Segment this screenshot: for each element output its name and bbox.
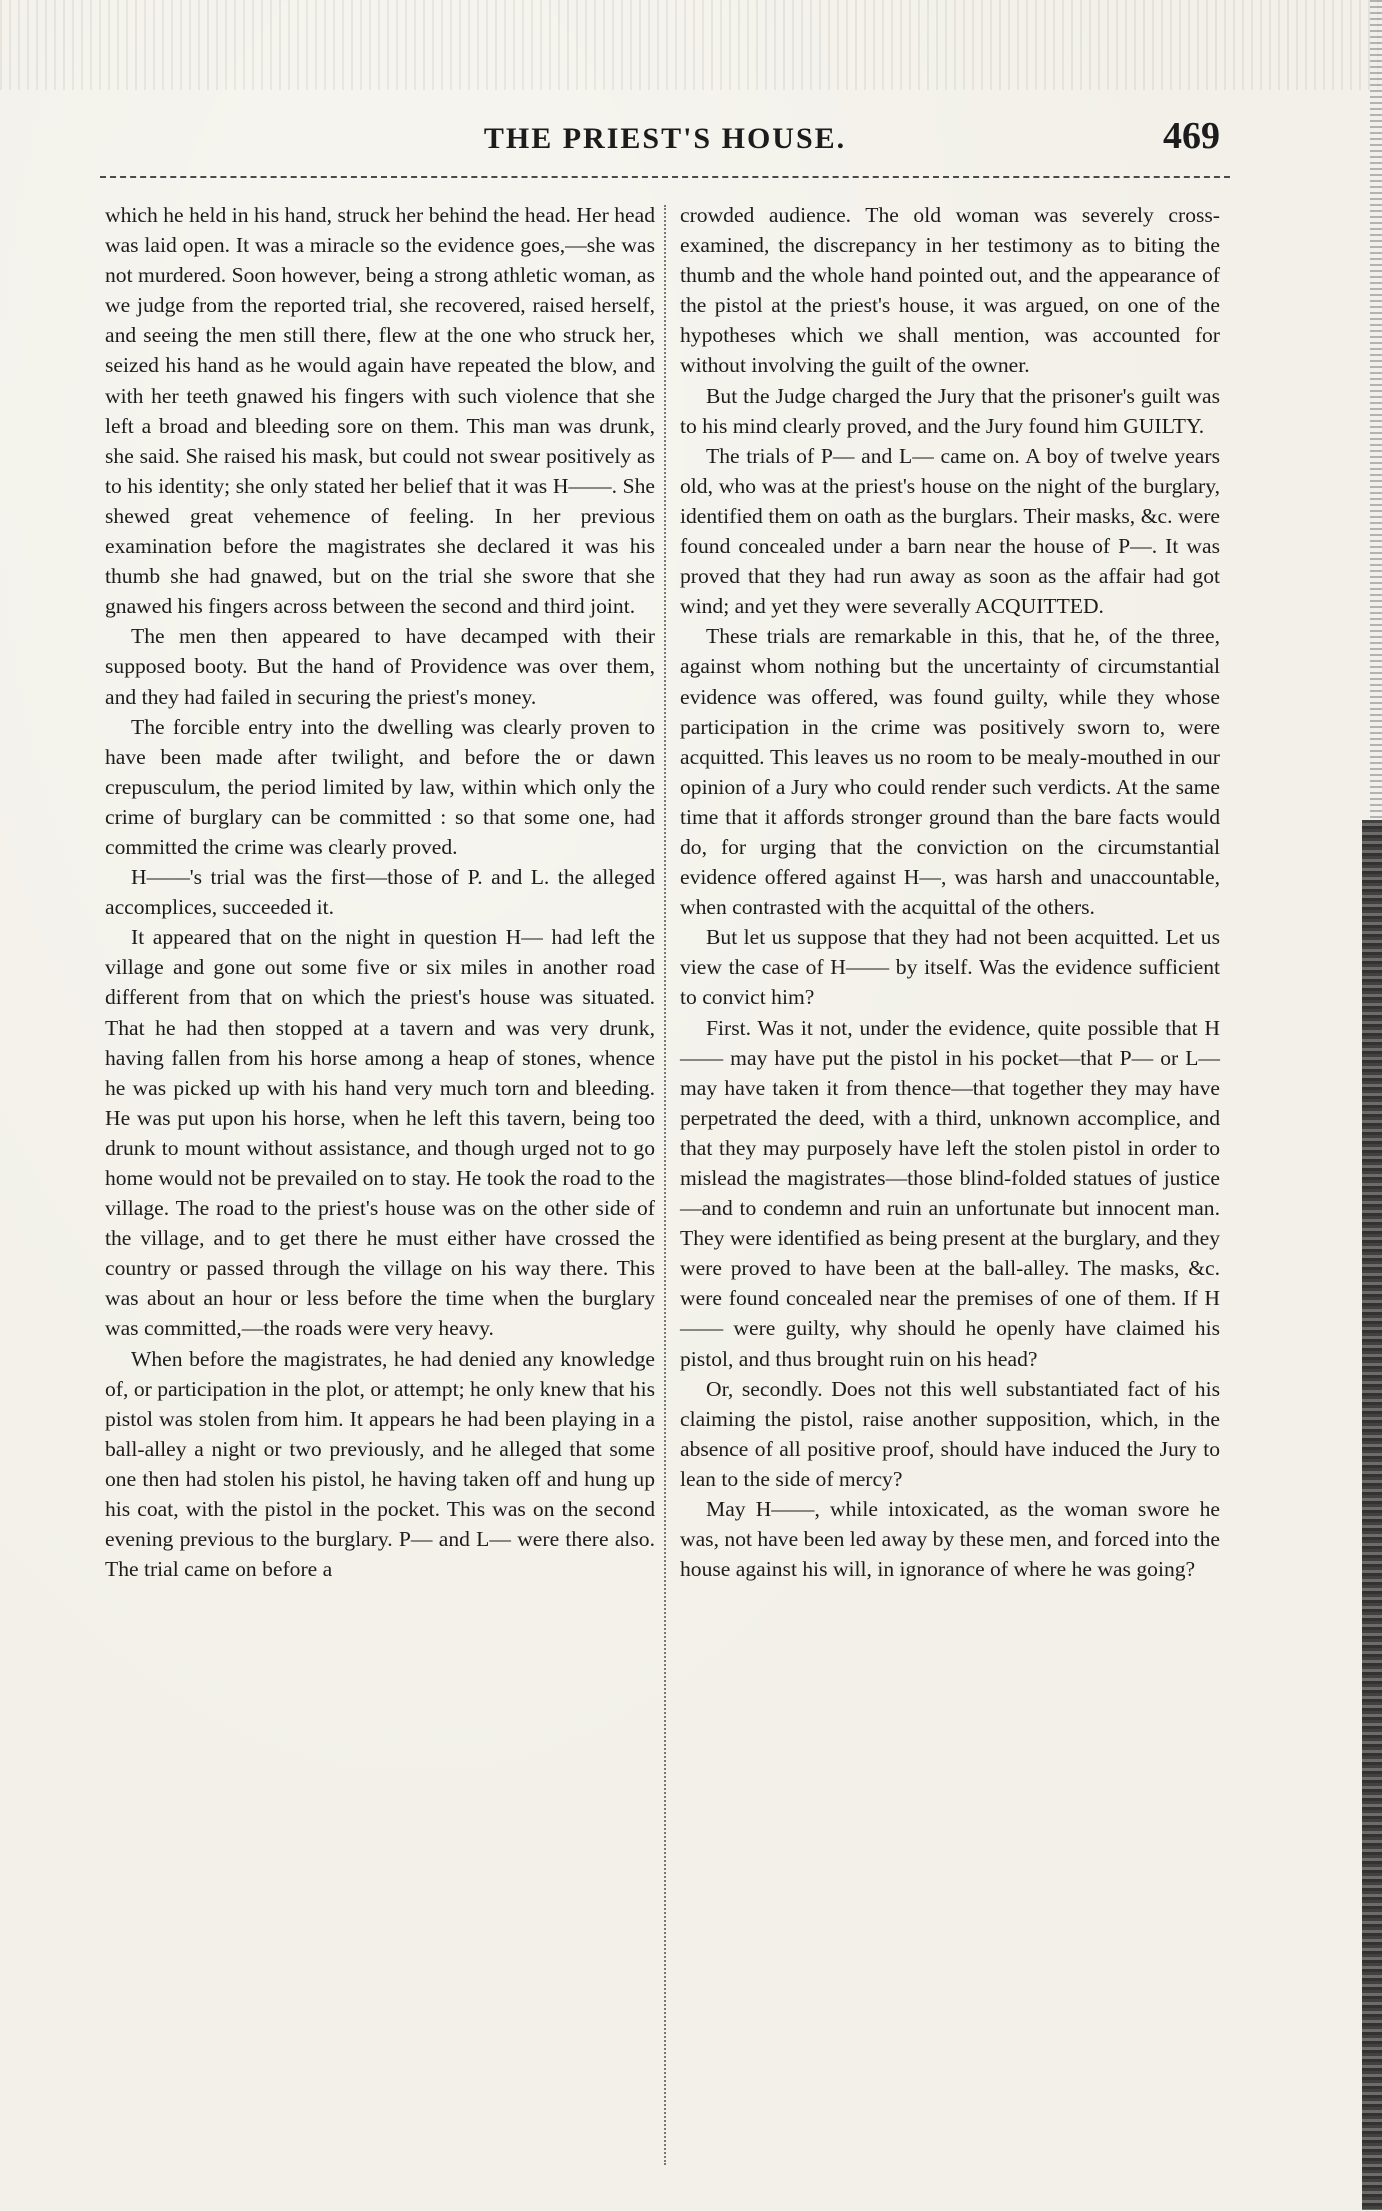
paragraph: The forcible entry into the dwelling was clearly proven to have been made after twilight, and before the or dawn crepusculum, the period limited by law, within which only the crime of burglary can be committed : so that some one, had committed the crime was clearly proved. [105,714,655,859]
scan-edge-binding [1362,820,1382,2210]
paragraph: The trials of P— and L— came on. A boy of twelve years old, who was at the priest's house on the night of the burglary, identified them on oath as the burglars. Their masks, &c. were found concealed under a barn near the house of P—. It was proved that they had run away as soon as the affair had got wind; and yet they were severally ACQUITTED. [680,443,1220,619]
column-divider [664,205,666,2165]
paragraph: crowded audience. The old woman was severely cross-examined, the discrepancy in her testimony as to biting the thumb and the whole hand pointed out, and the appearance of the pistol at the priest's house, it was argued, on one of the hypotheses which we shall mention, was accounted for without involving the guilt of the owner. [680,203,1220,378]
running-title: THE PRIEST'S HOUSE. [483,122,847,155]
right-column [680,200,1220,1584]
paragraph: H——'s trial was the first—those of P. and L. the alleged accomplices, succeeded it. [105,865,655,920]
paragraph: which he held in his hand, struck her behind the head. Her head was laid open. It was a miracle so the evidence goes,—she was not murdered. Soon however, being a strong athletic woman, as we judge from the reported trial, she recovered, raised herself, and seeing the men still there, flew at the one who struck her, seized his hand as he would again have repeated the blow, and with her teeth gnawed his fingers with such violence that she left a broad and bleeding sore on them. This man was drunk, she said. She raised his mask, but could not swear positively as to his identity; she only stated her belief that it was H——. She shewed great vehemence of feeling. In her previous examination before the magistrates she declared it was his thumb she had gnawed, but on the trial she swore that she gnawed his fingers across between the second and third joint. [105,203,655,619]
header-rule [100,176,1230,178]
paragraph: It appeared that on the night in question H— had left the village and gone out some five or six miles in another road different from that on which the priest's house was situated. That he had then stopped at a tavern and was very drunk, having fallen from his horse among a heap of stones, whence he was picked up with his hand very much torn and bleeding. He was put upon his horse, when he left this tavern, being too drunk to mount without assistance, and though urged not to go home would not be prevailed on to stay. He took the road to the village. The road to the priest's house was on the other side of the village, and to get there he must either have crossed the country or passed through the village on his way there. This was about an hour or less before the time when the burglary was committed,—the roads were very heavy. [105,925,655,1341]
scan-noise [0,0,1382,90]
paragraph: But the Judge charged the Jury that the prisoner's guilt was to his mind clearly proved, and the Jury found him GUILTY. [680,383,1220,438]
left-column [105,200,655,1584]
paragraph: But let us suppose that they had not been acquitted. Let us view the case of H—— by itself. Was the evidence sufficient to convict him? [680,925,1220,1010]
paragraph: When before the magistrates, he had denied any knowledge of, or participation in the plot, or attempt; he only knew that his pistol was stolen from him. It appears he had been playing in a ball-alley a night or two previously, and he alleged that some one then had stolen his pistol, he having taken off and hung up his coat, with the pistol in the pocket. This was on the second evening previous to the burglary. P— and L— were there also. The trial came on before a [105,1346,655,1582]
paragraph: Or, secondly. Does not this well substantiated fact of his claiming the pistol, raise another supposition, which, in the absence of all positive proof, should have induced the Jury to lean to the side of mercy? [680,1376,1220,1491]
paragraph: First. Was it not, under the evidence, quite possible that H—— may have put the pistol in his pocket—that P— or L— may have taken it from thence—that together they may have perpetrated the deed, with a third, unknown accomplice, and that they may purposely have left the stolen pistol in order to mislead the magistrates—those blind-folded statues of justice—and to condemn and ruin an unfortunate but innocent man. They were identified as being present at the burglary, and they were proved to have been at the ball-alley. The masks, &c. were found concealed near the premises of one of them. If H—— were guilty, why should he openly have claimed his pistol, and thus brought ruin on his head? [680,1015,1220,1371]
running-head [100,110,1230,170]
scan-edge-top [1370,0,1382,820]
paragraph: These trials are remarkable in this, that he, of the three, against whom nothing but the uncertainty of circumstantial evidence was offered, was found guilty, while they whose participation in the crime was positively sworn to, were acquitted. This leaves us no room to be mealy-mouthed in our opinion of a Jury who could render such verdicts. At the same time that it affords stronger ground than the bare facts would do, for urging that the conviction on the circumstantial evidence offered against H—, was harsh and unaccountable, when contrasted with the acquittal of the others. [680,624,1220,920]
page-number: 469 [1163,115,1220,157]
paragraph: May H——, while intoxicated, as the woman swore he was, not have been led away by these men, and forced into the house against his will, in ignorance of where he was going? [680,1497,1220,1582]
paragraph: The men then appeared to have decamped with their supposed booty. But the hand of Providence was over them, and they had failed in securing the priest's money. [105,624,655,709]
